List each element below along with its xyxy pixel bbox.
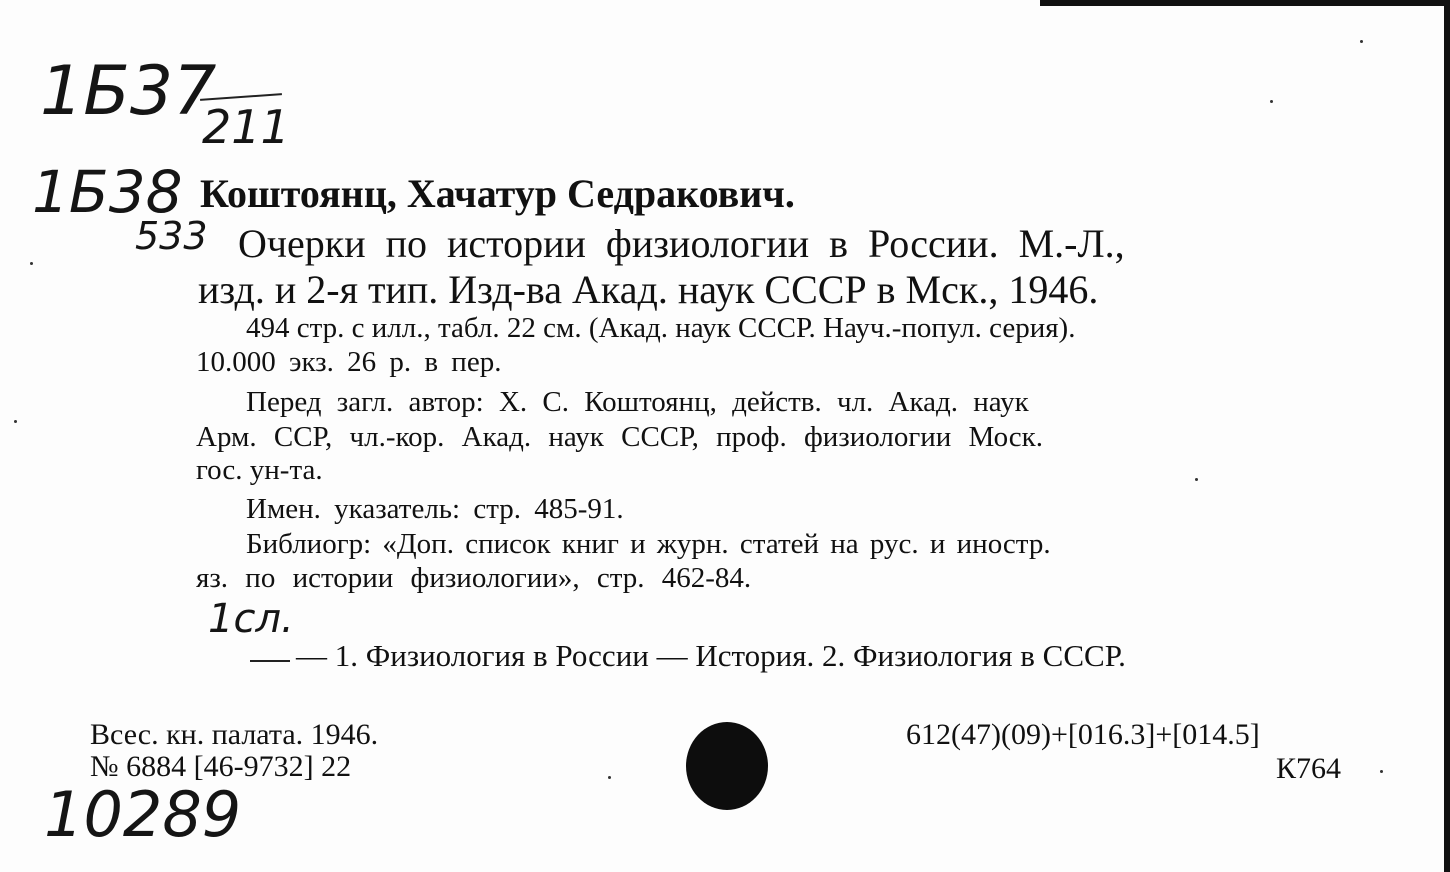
note-author-line-1: Перед загл. автор: Х. С. Коштоянц, действ. чл. Акад. наук bbox=[246, 386, 1029, 418]
collation-line-1: 494 стр. с илл., табл. 22 см. (Акад. наук СССР. Науч.-попул. серия). bbox=[246, 312, 1076, 344]
handwritten-shelfmark-2-sub: 533 bbox=[135, 214, 208, 258]
author-mark: К764 bbox=[1276, 752, 1342, 785]
subject-dash bbox=[250, 660, 290, 662]
punched-hole bbox=[686, 722, 768, 810]
speck bbox=[30, 262, 33, 265]
note-bibliography-line-2: яз. по истории физиологии», стр. 462-84. bbox=[196, 562, 752, 594]
handwritten-inventory-number: 10289 bbox=[44, 778, 242, 851]
card-number: № 6884 [46-9732] 22 bbox=[90, 750, 352, 783]
card-edge-right bbox=[1444, 0, 1450, 872]
classification-index: 612(47)(09)+[016.3]+[014.5] bbox=[906, 718, 1260, 751]
handwritten-subject-mark: 1сл. bbox=[208, 596, 294, 642]
book-chamber: Всес. кн. палата. 1946. bbox=[90, 718, 379, 751]
speck bbox=[1195, 478, 1198, 481]
note-author-line-3: гос. ун-та. bbox=[196, 454, 323, 486]
note-index: Имен. указатель: стр. 485-91. bbox=[246, 493, 624, 525]
imprint-line: изд. и 2-я тип. Изд-ва Акад. наук СССР в Мск., 1946. bbox=[198, 267, 1099, 312]
note-bibliography-line-1: Библиогр: «Доп. список книг и журн. статей на рус. и иностр. bbox=[246, 528, 1051, 560]
subject-headings: — 1. Физиология в России — История. 2. Физиология в СССР. bbox=[296, 638, 1126, 673]
card-edge-top bbox=[1040, 0, 1450, 6]
handwritten-shelfmark-1-fraction: 211 bbox=[202, 100, 290, 154]
speck bbox=[1380, 770, 1383, 773]
note-author-line-2: Арм. ССР, чл.-кор. Акад. наук СССР, проф. физиологии Моск. bbox=[196, 421, 1043, 453]
author-heading: Коштоянц, Хачатур Седракович. bbox=[200, 171, 795, 216]
speck bbox=[1360, 40, 1363, 43]
handwritten-shelfmark-1: 1Б37 bbox=[40, 52, 217, 131]
title-line: Очерки по истории физиологии в России. М.-Л., bbox=[238, 221, 1125, 266]
collation-line-2: 10.000 экз. 26 р. в пер. bbox=[196, 346, 502, 378]
handwritten-shelfmark-2: 1Б38 bbox=[32, 158, 183, 226]
speck bbox=[608, 776, 611, 779]
speck bbox=[14, 420, 17, 423]
speck bbox=[1270, 100, 1273, 103]
